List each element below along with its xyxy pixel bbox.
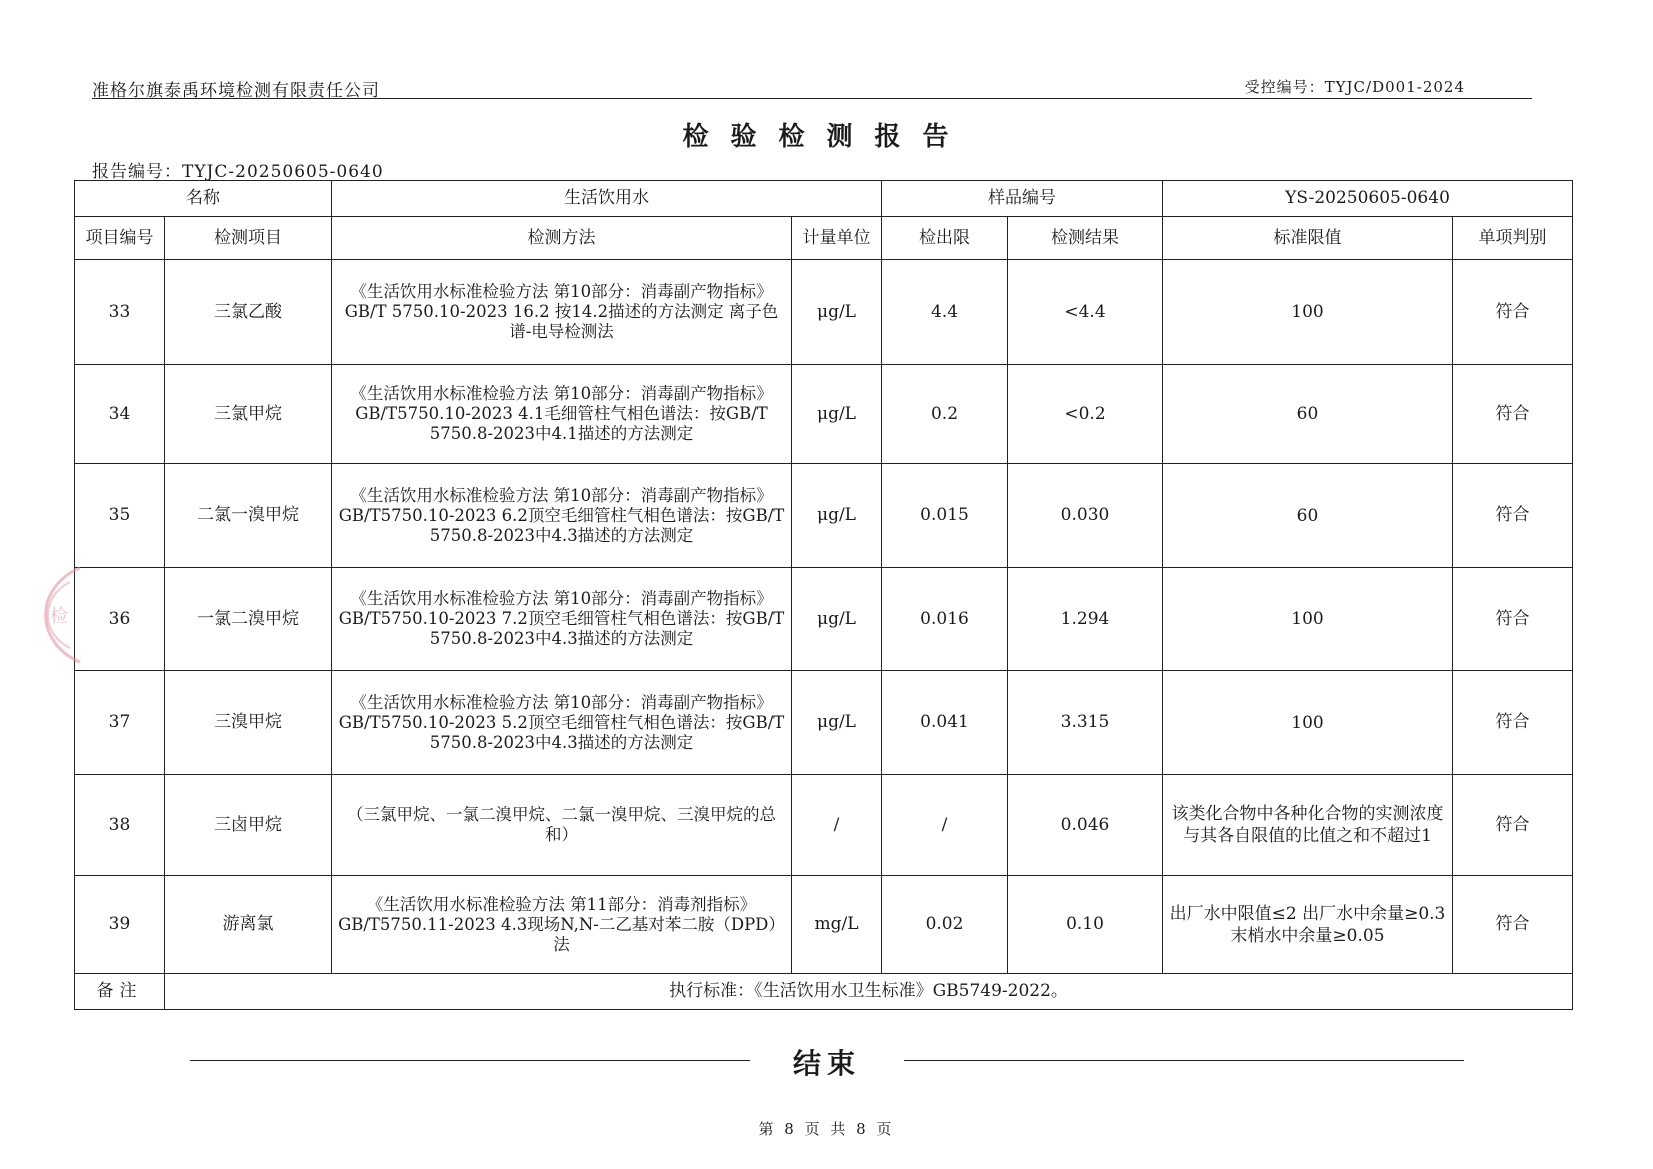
item-name: 三氯甲烷 bbox=[165, 365, 332, 464]
standard-limit: 60 bbox=[1163, 365, 1453, 464]
table-row bbox=[75, 464, 1573, 568]
unit: μg/L bbox=[792, 464, 882, 568]
detect-limit: 0.041 bbox=[882, 671, 1008, 775]
verdict: 符合 bbox=[1453, 365, 1573, 464]
test-method: 《生活饮用水标准检验方法 第10部分：消毒副产物指标》GB/T5750.10-2023 5.2顶空毛细管柱气相色谱法：按GB/T 5750.8-2023中4.3描述的方法测定 bbox=[332, 671, 792, 775]
standard-limit: 60 bbox=[1163, 464, 1453, 568]
sample-label: 样品编号 bbox=[882, 181, 1163, 217]
result: <4.4 bbox=[1008, 260, 1163, 365]
item-name: 三溴甲烷 bbox=[165, 671, 332, 775]
verdict: 符合 bbox=[1453, 876, 1573, 974]
control-number: 受控编号：TYJC/D001-2024 bbox=[1244, 78, 1465, 96]
item-name: 一氯二溴甲烷 bbox=[165, 568, 332, 671]
detect-limit: 0.015 bbox=[882, 464, 1008, 568]
col-verdict: 单项判别 bbox=[1453, 217, 1573, 260]
item-no: 36 bbox=[75, 568, 165, 671]
table-row bbox=[75, 876, 1573, 974]
item-name: 三卤甲烷 bbox=[165, 775, 332, 876]
result: 0.030 bbox=[1008, 464, 1163, 568]
result: 0.046 bbox=[1008, 775, 1163, 876]
result: <0.2 bbox=[1008, 365, 1163, 464]
remark-row bbox=[75, 974, 1573, 1010]
standard-limit: 100 bbox=[1163, 671, 1453, 775]
test-method: 《生活饮用水标准检验方法 第11部分：消毒剂指标》GB/T5750.11-2023 4.3现场N,N-二乙基对苯二胺（DPD）法 bbox=[332, 876, 792, 974]
table-row bbox=[75, 671, 1573, 775]
item-no: 39 bbox=[75, 876, 165, 974]
name-value: 生活饮用水 bbox=[332, 181, 882, 217]
standard-limit: 100 bbox=[1163, 568, 1453, 671]
end-marker bbox=[190, 1040, 1464, 1080]
unit: μg/L bbox=[792, 568, 882, 671]
unit: μg/L bbox=[792, 365, 882, 464]
col-result: 检测结果 bbox=[1008, 217, 1163, 260]
verdict: 符合 bbox=[1453, 568, 1573, 671]
item-name: 三氯乙酸 bbox=[165, 260, 332, 365]
item-no: 38 bbox=[75, 775, 165, 876]
item-name: 二氯一溴甲烷 bbox=[165, 464, 332, 568]
table-row bbox=[75, 775, 1573, 876]
end-text: 结束 bbox=[792, 1047, 861, 1080]
remark-label: 备注 bbox=[75, 974, 165, 1010]
header-divider bbox=[92, 98, 1532, 99]
item-no: 37 bbox=[75, 671, 165, 775]
item-name: 游离氯 bbox=[165, 876, 332, 974]
company-name: 准格尔旗泰禹环境检测有限责任公司 bbox=[92, 81, 380, 101]
report-table bbox=[74, 180, 1573, 1010]
unit: mg/L bbox=[792, 876, 882, 974]
item-no: 34 bbox=[75, 365, 165, 464]
end-line-right bbox=[904, 1060, 1464, 1061]
name-label: 名称 bbox=[75, 181, 332, 217]
page-number: 第 8 页 共 8 页 bbox=[758, 1120, 895, 1138]
sample-value: YS-20250605-0640 bbox=[1163, 181, 1573, 217]
unit: μg/L bbox=[792, 260, 882, 365]
column-header-row bbox=[75, 217, 1573, 260]
detect-limit: 4.4 bbox=[882, 260, 1008, 365]
result: 1.294 bbox=[1008, 568, 1163, 671]
table-row bbox=[75, 365, 1573, 464]
col-item-no: 项目编号 bbox=[75, 217, 165, 260]
detect-limit: 0.016 bbox=[882, 568, 1008, 671]
col-std-limit: 标准限值 bbox=[1163, 217, 1453, 260]
verdict: 符合 bbox=[1453, 775, 1573, 876]
verdict: 符合 bbox=[1453, 671, 1573, 775]
test-method: 《生活饮用水标准检验方法 第10部分：消毒副产物指标》GB/T5750.10-2023 4.1毛细管柱气相色谱法：按GB/T 5750.8-2023中4.1描述的方法测定 bbox=[332, 365, 792, 464]
standard-limit: 出厂水中限值≤2 出厂水中余量≥0.3 末梢水中余量≥0.05 bbox=[1163, 876, 1453, 974]
standard-limit: 100 bbox=[1163, 260, 1453, 365]
table-row bbox=[75, 260, 1573, 365]
report-table-body bbox=[75, 181, 1573, 1010]
standard-limit: 该类化合物中各种化合物的实测浓度与其各自限值的比值之和不超过1 bbox=[1163, 775, 1453, 876]
verdict: 符合 bbox=[1453, 464, 1573, 568]
unit: / bbox=[792, 775, 882, 876]
seal-stamp-icon bbox=[10, 560, 90, 670]
test-method: 《生活饮用水标准检验方法 第10部分：消毒副产物指标》GB/T5750.10-2023 7.2顶空毛细管柱气相色谱法：按GB/T 5750.8-2023中4.3描述的方法测定 bbox=[332, 568, 792, 671]
test-method: （三氯甲烷、一氯二溴甲烷、二氯一溴甲烷、三溴甲烷的总和） bbox=[332, 775, 792, 876]
meta-row bbox=[75, 181, 1573, 217]
col-method: 检测方法 bbox=[332, 217, 792, 260]
result: 3.315 bbox=[1008, 671, 1163, 775]
test-method: 《生活饮用水标准检验方法 第10部分：消毒副产物指标》GB/T5750.10-2023 6.2顶空毛细管柱气相色谱法：按GB/T 5750.8-2023中4.3描述的方法测定 bbox=[332, 464, 792, 568]
item-no: 35 bbox=[75, 464, 165, 568]
remark-text: 执行标准：《生活饮用水卫生标准》GB5749-2022。 bbox=[165, 974, 1573, 1010]
unit: μg/L bbox=[792, 671, 882, 775]
report-title: 检验检测报告 bbox=[682, 122, 971, 152]
item-no: 33 bbox=[75, 260, 165, 365]
svg-text:检: 检 bbox=[50, 606, 68, 627]
report-number: 报告编号：TYJC-20250605-0640 bbox=[92, 162, 384, 182]
result: 0.10 bbox=[1008, 876, 1163, 974]
detect-limit: 0.2 bbox=[882, 365, 1008, 464]
col-unit: 计量单位 bbox=[792, 217, 882, 260]
col-item: 检测项目 bbox=[165, 217, 332, 260]
col-detect-limit: 检出限 bbox=[882, 217, 1008, 260]
detect-limit: 0.02 bbox=[882, 876, 1008, 974]
detect-limit: / bbox=[882, 775, 1008, 876]
table-row bbox=[75, 568, 1573, 671]
verdict: 符合 bbox=[1453, 260, 1573, 365]
test-method: 《生活饮用水标准检验方法 第10部分：消毒副产物指标》GB/T 5750.10-2023 16.2 按14.2描述的方法测定 离子色谱-电导检测法 bbox=[332, 260, 792, 365]
